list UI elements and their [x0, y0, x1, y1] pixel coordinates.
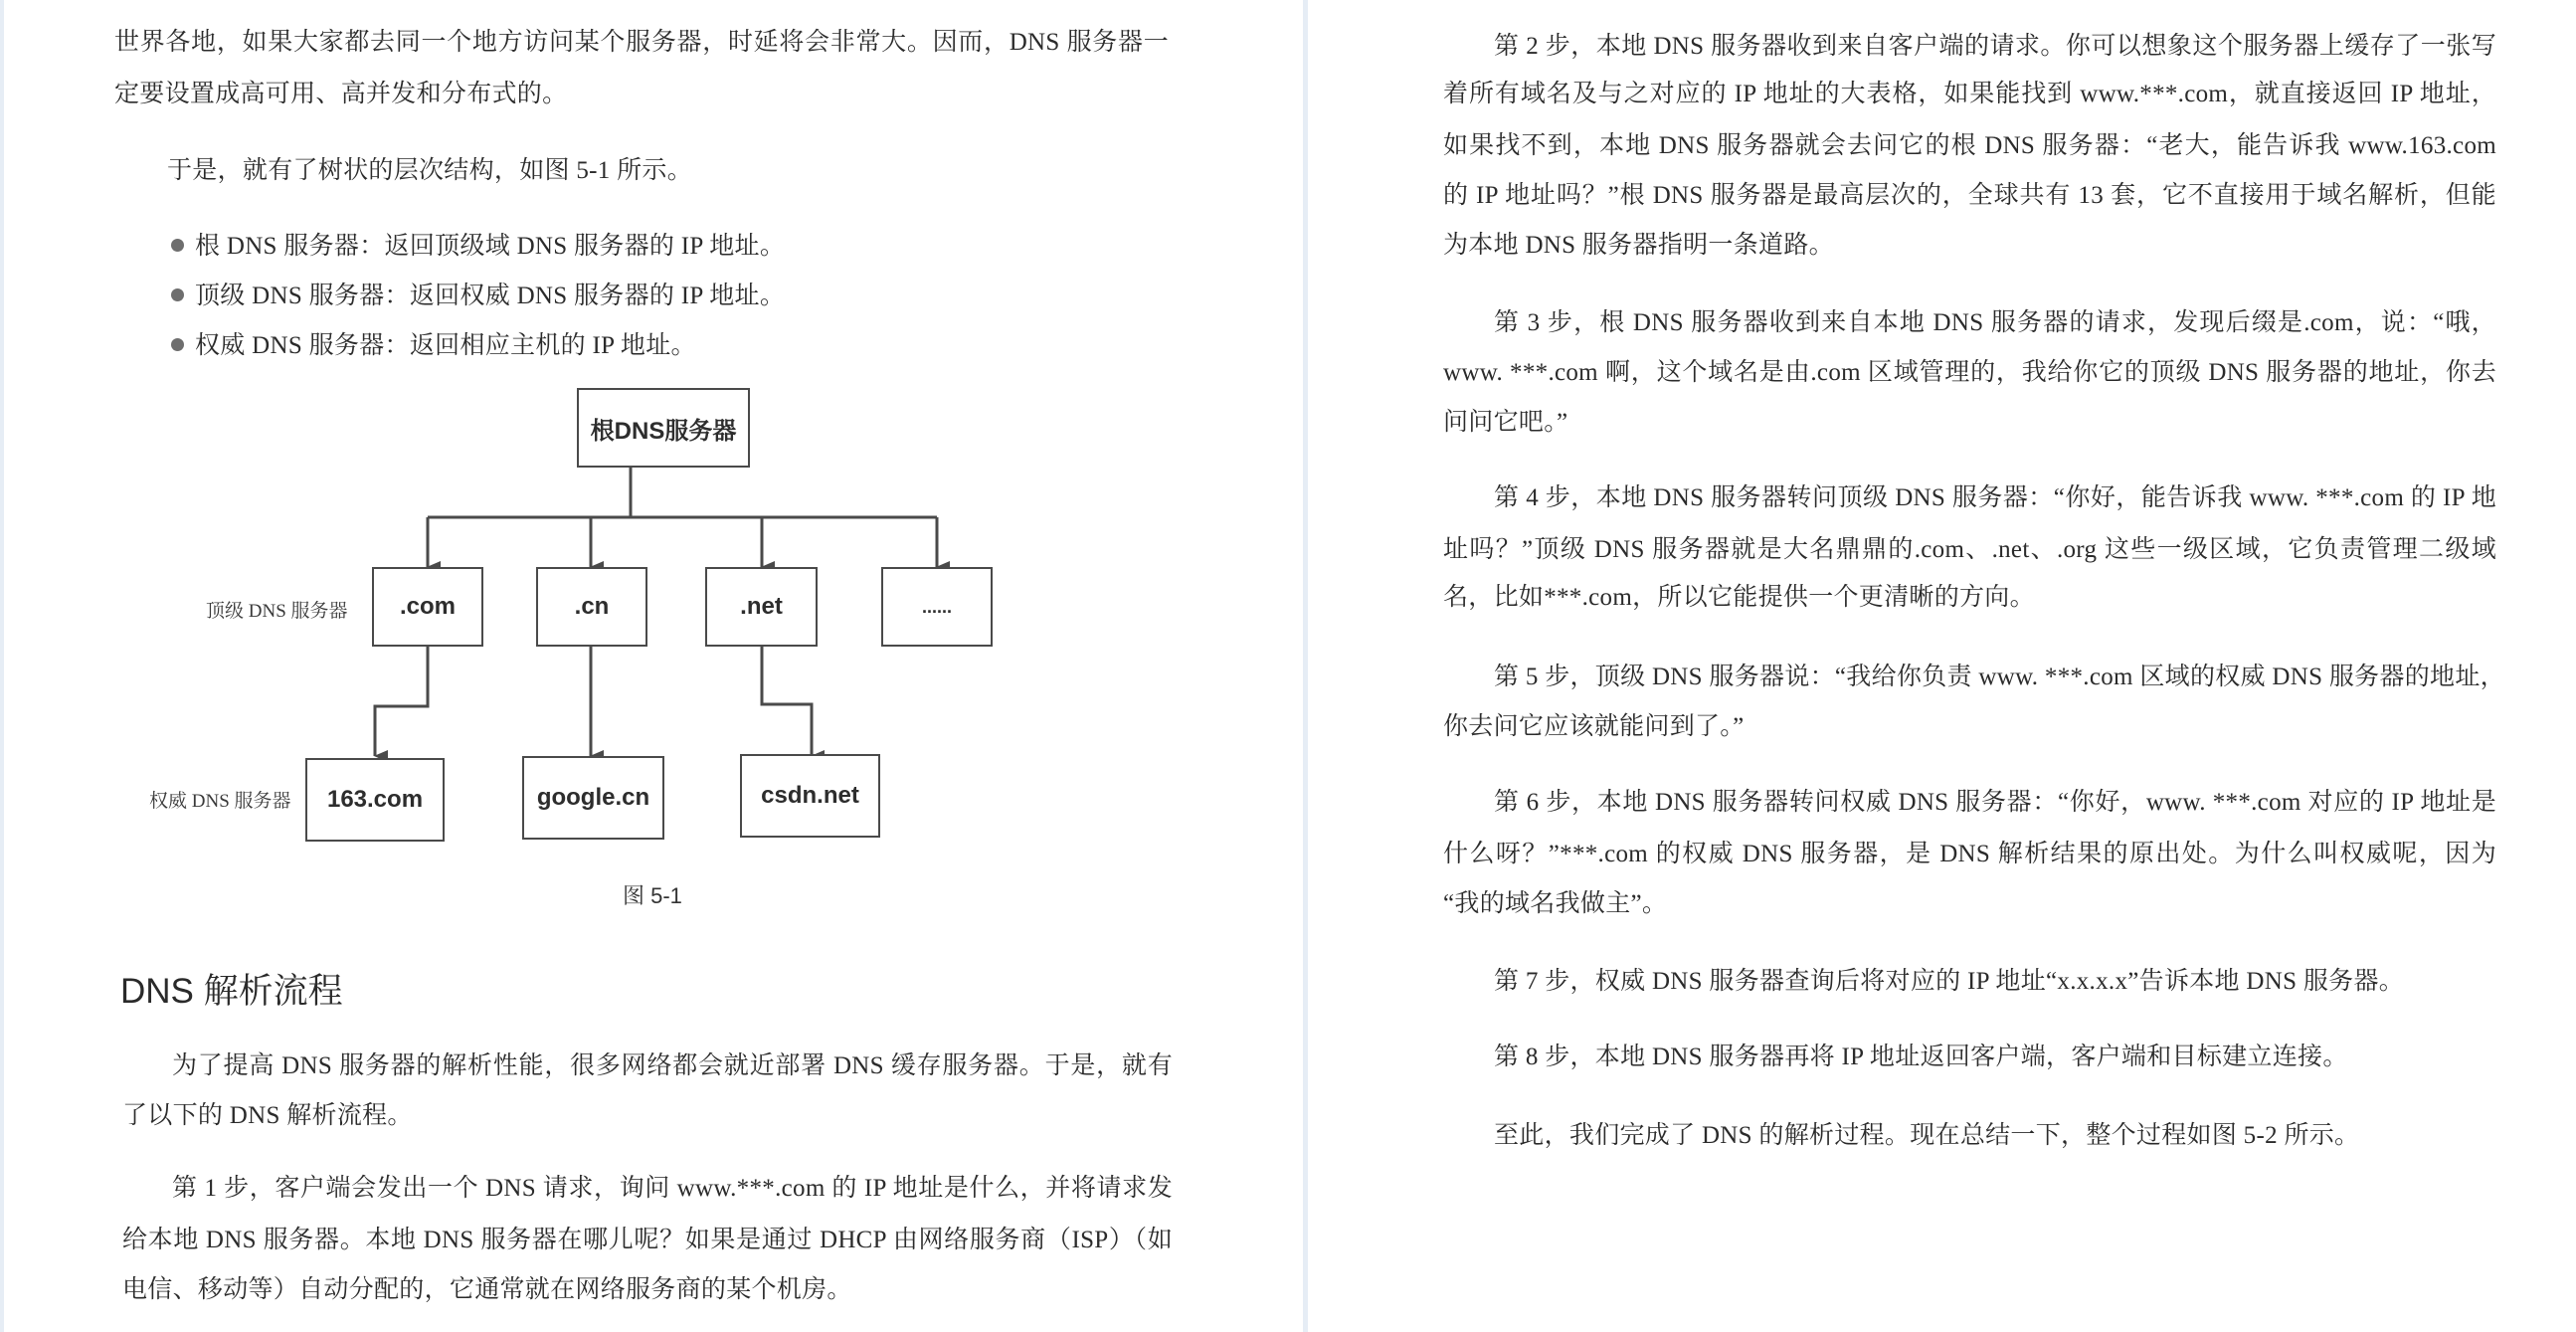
step2-line-5: 为本地 DNS 服务器指明一条道路。	[1443, 232, 1834, 259]
auth-node-csdn-net: csdn.net	[740, 754, 880, 838]
step7-line: 第 7 步，权威 DNS 服务器查询后将对应的 IP 地址“x.x.x.x”告诉本地 DNS 服务器。	[1494, 968, 2405, 995]
step6-line-2: 什么呀？”***.com 的权威 DNS 服务器，是 DNS 解析结果的原出处。为什么叫权威呢，因为	[1443, 841, 2496, 867]
step3-line-2: www. ***.com 啊，这个域名是由.com 区域管理的，我给你它的顶级 DNS 服务器的地址，你去	[1443, 359, 2496, 386]
auth-node-163-com: 163.com	[305, 758, 445, 842]
section-heading: DNS 解析流程	[120, 972, 343, 1011]
tld-node-more: ......	[881, 567, 993, 647]
left-page	[4, 0, 1303, 1332]
tld-tier-label: 顶级 DNS 服务器	[206, 601, 348, 622]
figure-caption: 图 5-1	[623, 883, 682, 908]
step1-line-1: 第 1 步，客户端会发出一个 DNS 请求，询问 www.***.com 的 IP 地址是什么，并将请求发	[172, 1175, 1173, 1202]
step1-line-3: 电信、移动等）自动分配的，它通常就在网络服务商的某个机房。	[122, 1276, 852, 1303]
diagram-connectors	[4, 0, 1303, 1332]
tld-node-cn: .cn	[536, 567, 647, 647]
tree-intro: 于是，就有了树状的层次结构，如图 5-1 所示。	[167, 157, 693, 184]
step6-line-1: 第 6 步，本地 DNS 服务器转问权威 DNS 服务器：“你好，www. ***.com 对应的 IP 地址是	[1494, 789, 2496, 816]
step5-line-2: 你去问它应该就能问到了。”	[1443, 713, 1745, 740]
step3-line-1: 第 3 步，根 DNS 服务器收到来自本地 DNS 服务器的请求，发现后缀是.com，说：“哦，	[1494, 309, 2496, 336]
step2-line-4: 的 IP 地址吗？”根 DNS 服务器是最高层次的，全球共有 13 套，它不直接用于域名解析，但能	[1443, 182, 2496, 209]
bullet-text: 顶级 DNS 服务器：返回权威 DNS 服务器的 IP 地址。	[195, 283, 786, 309]
step4-line-2: 址吗？”顶级 DNS 服务器就是大名鼎鼎的.com、.net、.org 这些一级区域，它负责管理二级域	[1443, 536, 2496, 563]
step2-line-2: 着所有域名及与之对应的 IP 地址的大表格，如果能找到 www.***.com，就直接返回 IP 地址，	[1443, 81, 2496, 107]
step3-line-3: 问问它吧。”	[1443, 409, 1568, 436]
step4-line-3: 名，比如***.com，所以它能提供一个更清晰的方向。	[1443, 584, 2035, 611]
step1-line-2: 给本地 DNS 服务器。本地 DNS 服务器在哪儿呢？如果是通过 DHCP 由网络服务商（ISP）（如	[122, 1227, 1174, 1253]
step5-line-1: 第 5 步，顶级 DNS 服务器说：“我给你负责 www. ***.com 区域的权威 DNS 服务器的地址，	[1494, 664, 2505, 690]
intro-line-1: 世界各地，如果大家都去同一个地方访问某个服务器，时延将会非常大。因而，DNS 服务器一	[114, 29, 1169, 56]
cache-para-line-2: 了以下的 DNS 解析流程。	[122, 1102, 413, 1129]
root-dns-server-node: 根DNS服务器	[577, 388, 750, 468]
tld-node-com: .com	[372, 567, 483, 647]
step8-line: 第 8 步，本地 DNS 服务器再将 IP 地址返回客户端，客户端和目标建立连接。	[1494, 1044, 2348, 1070]
step2-line-1: 第 2 步，本地 DNS 服务器收到来自客户端的请求。你可以想象这个服务器上缓存了一张写	[1494, 33, 2496, 60]
cache-para-line-1: 为了提高 DNS 服务器的解析性能，很多网络都会就近部署 DNS 缓存服务器。于是，就有	[172, 1052, 1173, 1079]
tld-node-net: .net	[705, 567, 818, 647]
step4-line-1: 第 4 步，本地 DNS 服务器转问顶级 DNS 服务器：“你好，能告诉我 www. ***.com 的 IP 地	[1494, 484, 2496, 511]
step2-line-3: 如果找不到，本地 DNS 服务器就会去问它的根 DNS 服务器：“老大，能告诉我 www.163.com	[1443, 132, 2496, 159]
right-page	[1308, 0, 2576, 1332]
auth-node-google-cn: google.cn	[522, 756, 664, 840]
intro-line-2: 定要设置成高可用、高并发和分布式的。	[114, 81, 568, 107]
bullet-text: 根 DNS 服务器：返回顶级域 DNS 服务器的 IP 地址。	[195, 233, 786, 260]
bullet-text: 权威 DNS 服务器：返回相应主机的 IP 地址。	[195, 332, 696, 359]
step6-line-3: “我的域名我做主”。	[1443, 890, 1668, 917]
summary-line: 至此，我们完成了 DNS 的解析过程。现在总结一下，整个过程如图 5-2 所示。	[1494, 1122, 2360, 1149]
authoritative-tier-label: 权威 DNS 服务器	[149, 791, 291, 812]
